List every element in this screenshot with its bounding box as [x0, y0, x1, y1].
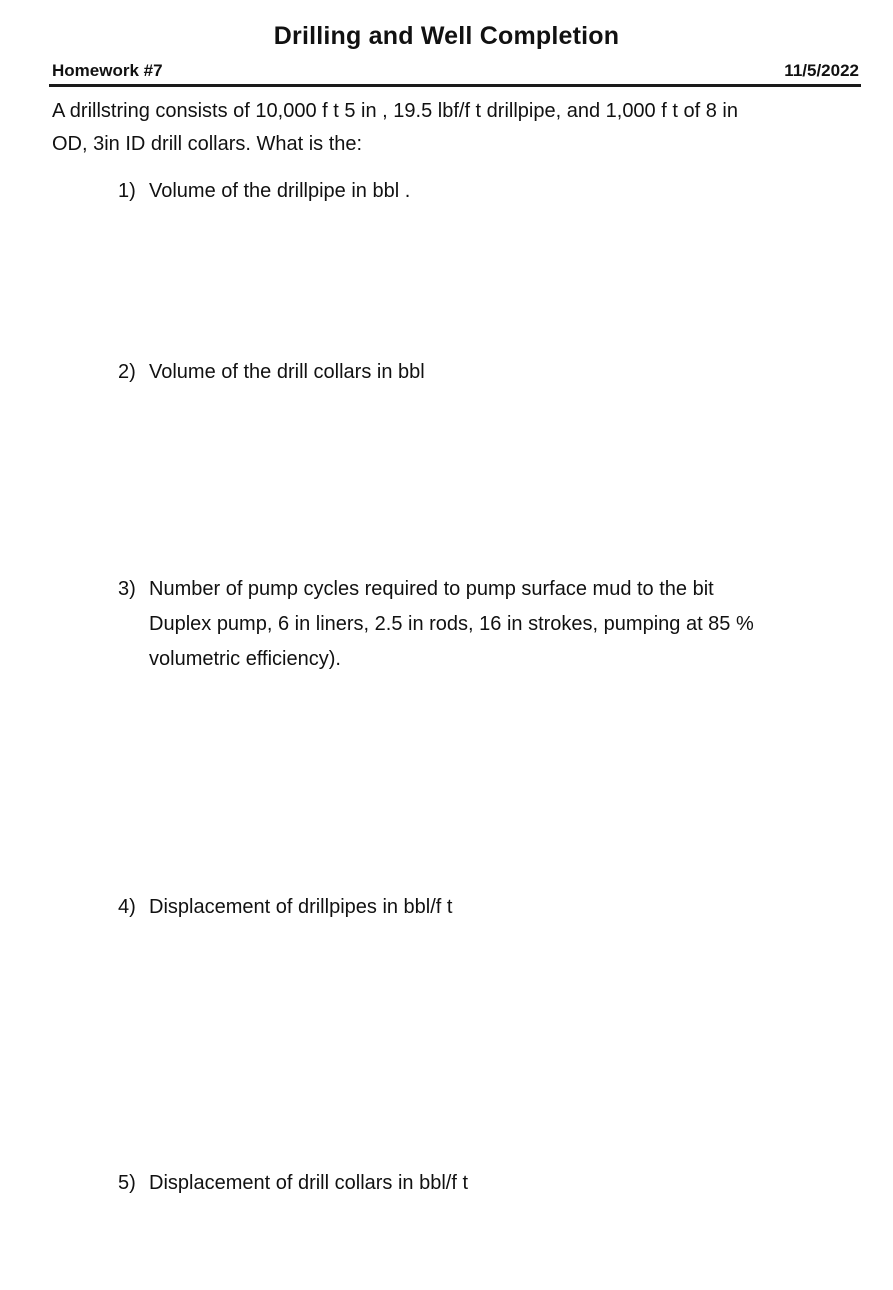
question-text-line: Number of pump cycles required to pump surface mud to the bit: [149, 578, 714, 600]
question-text: Volume of the drillpipe in bbl .: [149, 180, 411, 202]
question-text-line: Duplex pump, 6 in liners, 2.5 in rods, 16 in strokes, pumping at 85 %: [149, 613, 754, 635]
question-number: 4): [118, 896, 136, 918]
question-number: 5): [118, 1172, 136, 1194]
problem-statement: [52, 95, 867, 161]
question-text: [149, 572, 754, 677]
question-text: Volume of the drill collars in bbl: [149, 361, 425, 383]
question-number: 2): [118, 361, 136, 383]
question-number: 1): [118, 180, 136, 202]
question-text: Displacement of drillpipes in bbl/f t: [149, 896, 453, 918]
header-divider: [49, 84, 861, 87]
homework-date: 11/5/2022: [784, 61, 859, 80]
question-text-line: volumetric efficiency).: [149, 648, 341, 670]
homework-label: Homework #7: [52, 61, 163, 80]
question-number: 3): [118, 578, 136, 600]
page-title: Drilling and Well Completion: [273, 22, 620, 50]
problem-statement-line: OD, 3in ID drill collars. What is the:: [52, 133, 363, 155]
problem-statement-line: A drillstring consists of 10,000 f t 5 in , 19.5 lbf/f t drillpipe, and 1,000 f t of 8 in: [52, 100, 738, 122]
question-text: Displacement of drill collars in bbl/f t: [149, 1172, 469, 1194]
